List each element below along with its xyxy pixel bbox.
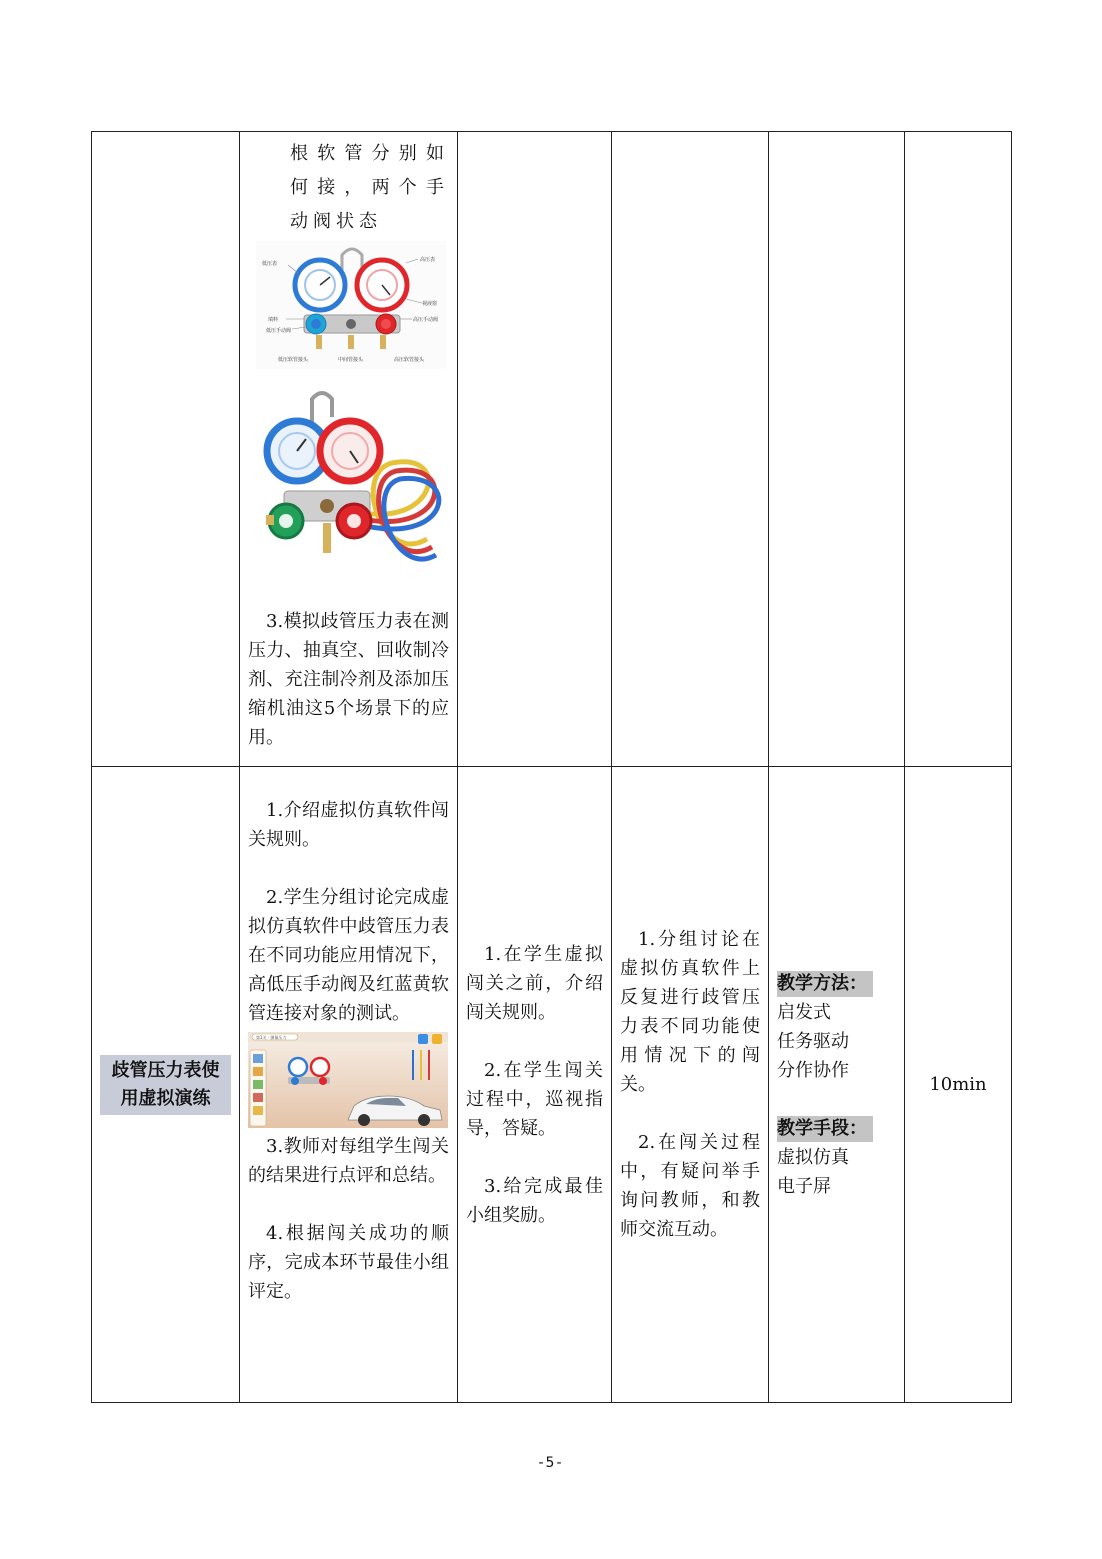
means-item: 电子屏 bbox=[777, 1175, 831, 1197]
teacher-cell bbox=[458, 132, 612, 767]
time-cell bbox=[905, 767, 1012, 1403]
content-item-3: 3.模拟歧管压力表在测压力、抽真空、回收制冷剂、充注制冷剂及添加压缩机油这5个场景下的应用。 bbox=[248, 611, 449, 748]
method-item: 启发式 bbox=[777, 1001, 831, 1023]
content-item-3: 3.教师对每组学生闯关的结果进行点评和总结。 bbox=[248, 1136, 449, 1186]
simulation-screenshot bbox=[248, 1032, 448, 1128]
student-item-1: 1.分组讨论在虚拟仿真软件上反复进行歧管压力表不同功能使用情况下的闯关。 bbox=[620, 929, 760, 1095]
time-cell bbox=[905, 132, 1012, 767]
label-high-valve: 高压手动阀 bbox=[413, 317, 439, 323]
teacher-item-3: 3.给完成最佳小组奖励。 bbox=[466, 1175, 603, 1226]
teacher-cell bbox=[458, 767, 612, 1403]
time-value: 10min bbox=[929, 1074, 987, 1095]
label-low-gauge: 低压表 bbox=[262, 261, 278, 267]
method-heading: 教学方法： bbox=[777, 971, 873, 997]
methods-cell bbox=[769, 767, 905, 1403]
content-cell bbox=[240, 767, 458, 1403]
method-item: 任务驱动 bbox=[777, 1030, 849, 1052]
label-seal: 填料 bbox=[268, 317, 279, 323]
page-number: -5- bbox=[538, 1455, 564, 1471]
teacher-item-1: 1.在学生虚拟闯关之前，介绍闯关规则。 bbox=[466, 943, 603, 1023]
stage-cell bbox=[92, 767, 240, 1403]
table-row bbox=[92, 767, 1012, 1403]
label-high-hose: 高压软管接头 bbox=[394, 357, 425, 363]
simulation-title: 第1关 · 测量压力 bbox=[256, 1035, 287, 1040]
label-low-hose: 低压软管接头 bbox=[278, 357, 309, 363]
label-center-hose: 中间管接头 bbox=[338, 357, 364, 363]
student-cell bbox=[612, 132, 769, 767]
student-item-2: 2.在闯关过程中，有疑问举手询问教师，和教师交流互动。 bbox=[620, 1132, 760, 1240]
content-item-4: 4.根据闯关成功的顺序，完成本环节最佳小组评定。 bbox=[248, 1223, 449, 1302]
method-item: 分作协作 bbox=[777, 1059, 849, 1081]
stage-title: 歧管压力表使用虚拟演练 bbox=[100, 1055, 231, 1115]
lesson-plan-table bbox=[91, 131, 1012, 1403]
means-heading: 教学手段： bbox=[777, 1116, 873, 1142]
label-high-gauge: 高压表 bbox=[420, 257, 436, 263]
manifold-gauge-photo bbox=[262, 391, 442, 571]
student-cell bbox=[612, 767, 769, 1403]
content-item-1: 1.介绍虚拟仿真软件闯关规则。 bbox=[248, 800, 449, 850]
content-cell bbox=[240, 132, 458, 767]
table-row bbox=[92, 132, 1012, 767]
stage-cell bbox=[92, 132, 240, 767]
methods-cell bbox=[769, 132, 905, 767]
means-item: 虚拟仿真 bbox=[777, 1146, 849, 1168]
teacher-item-2: 2.在学生闯关过程中，巡视指导，答疑。 bbox=[466, 1059, 603, 1139]
manifold-gauge-diagram bbox=[256, 241, 446, 369]
label-low-valve: 低压手动阀 bbox=[266, 328, 292, 334]
label-sight-glass: 视液窗 bbox=[422, 301, 438, 307]
content-item-2: 2.学生分组讨论完成虚拟仿真软件中歧管压力表在不同功能应用情况下，高低压手动阀及红蓝黄软管连接对象的测试。 bbox=[248, 887, 449, 1024]
content-intro: 根软管分别如何接，两个手动阀状态 bbox=[290, 143, 449, 232]
